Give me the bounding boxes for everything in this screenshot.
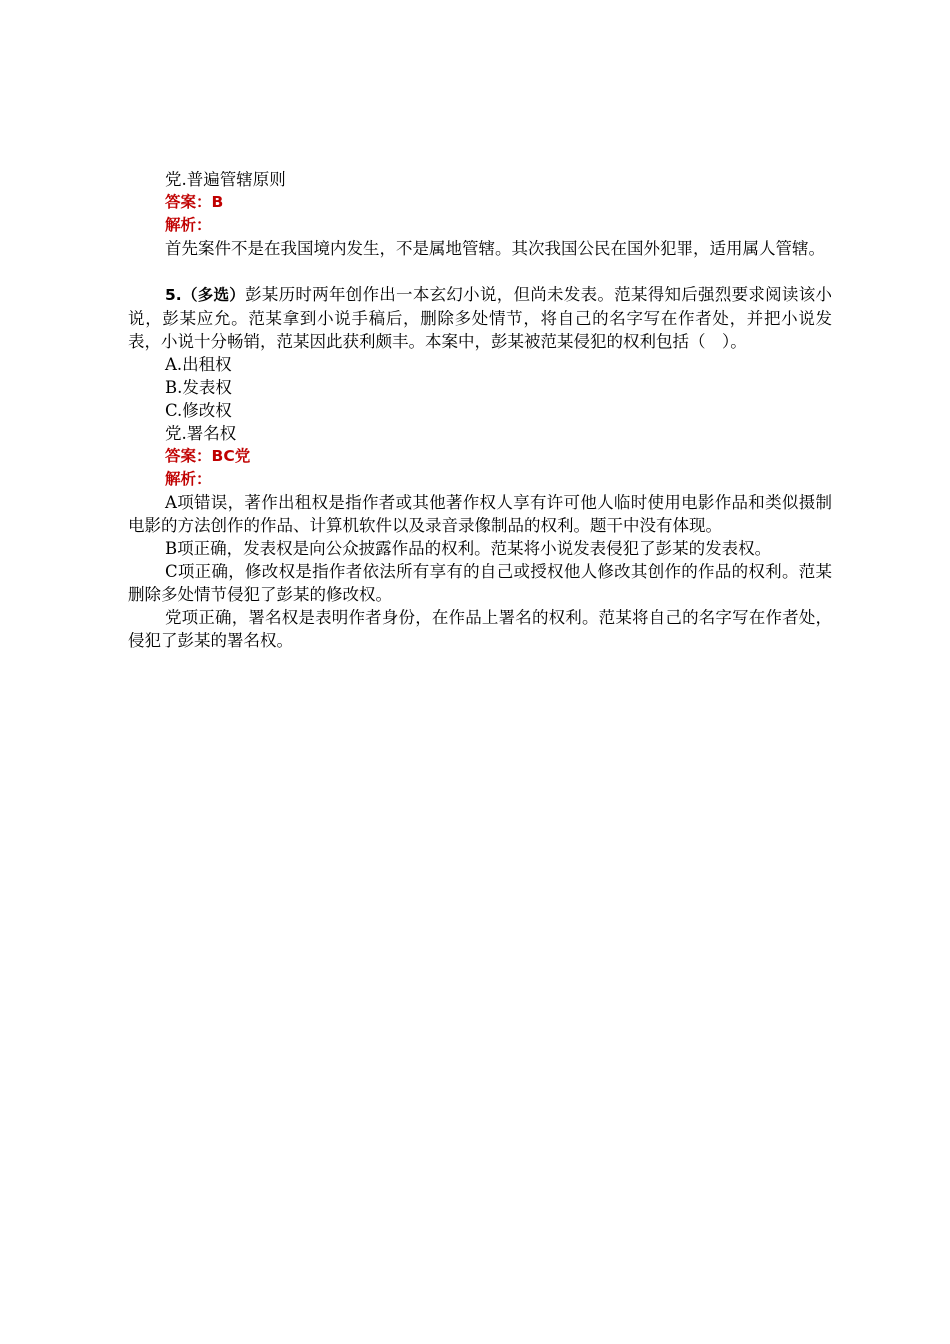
q5-analysis-c: C项正确，修改权是指作者依法所有享有的自己或授权他人修改其创作的作品的权利。范某删除多处情节侵犯了彭某的修改权。 [128, 562, 832, 604]
q5-option-b: B.发表权 [165, 378, 232, 397]
q4-answer: 答案：B [165, 193, 224, 211]
q5-question [128, 283, 832, 353]
q5-number: 5.（多选） [165, 286, 246, 304]
q5-answer: 答案：BC党 [165, 447, 251, 465]
q5-analysis-a: A项错误，著作出租权是指作者或其他著作权人享有许可他人临时使用电影作品和类似摄制电影的方法创作的作品、计算机软件以及录音录像制品的权利。题干中没有体现。 [128, 493, 832, 535]
q5-analysis-b: B项正确，发表权是向公众披露作品的权利。范某将小说发表侵犯了彭某的发表权。 [165, 539, 772, 558]
document-page [128, 168, 832, 652]
q5-option-a: A.出租权 [165, 355, 232, 374]
q5-stem: 彭某历时两年创作出一本玄幻小说，但尚未发表。范某得知后强烈要求阅读该小说，彭某应允。范某拿到小说手稿后，删除多处情节，将自己的名字写在作者处，并把小说发表，小说十分畅销，范某因此获利颇丰。本案中，彭某被范某侵犯的权利包括（ ）。 [128, 285, 832, 351]
q5-option-c: C.修改权 [165, 401, 232, 420]
q5-analysis-label: 解析： [165, 470, 212, 488]
spacer [128, 260, 832, 283]
q4-analysis: 首先案件不是在我国境内发生，不是属地管辖。其次我国公民在国外犯罪，适用属人管辖。 [165, 239, 825, 258]
q4-analysis-label: 解析： [165, 216, 212, 234]
q5-analysis-d: 党项正确，署名权是表明作者身份，在作品上署名的权利。范某将自己的名字写在作者处，侵犯了彭某的署名权。 [128, 608, 832, 650]
q4-option-d: 党.普遍管辖原则 [165, 170, 286, 189]
q5-option-d: 党.署名权 [165, 424, 237, 443]
